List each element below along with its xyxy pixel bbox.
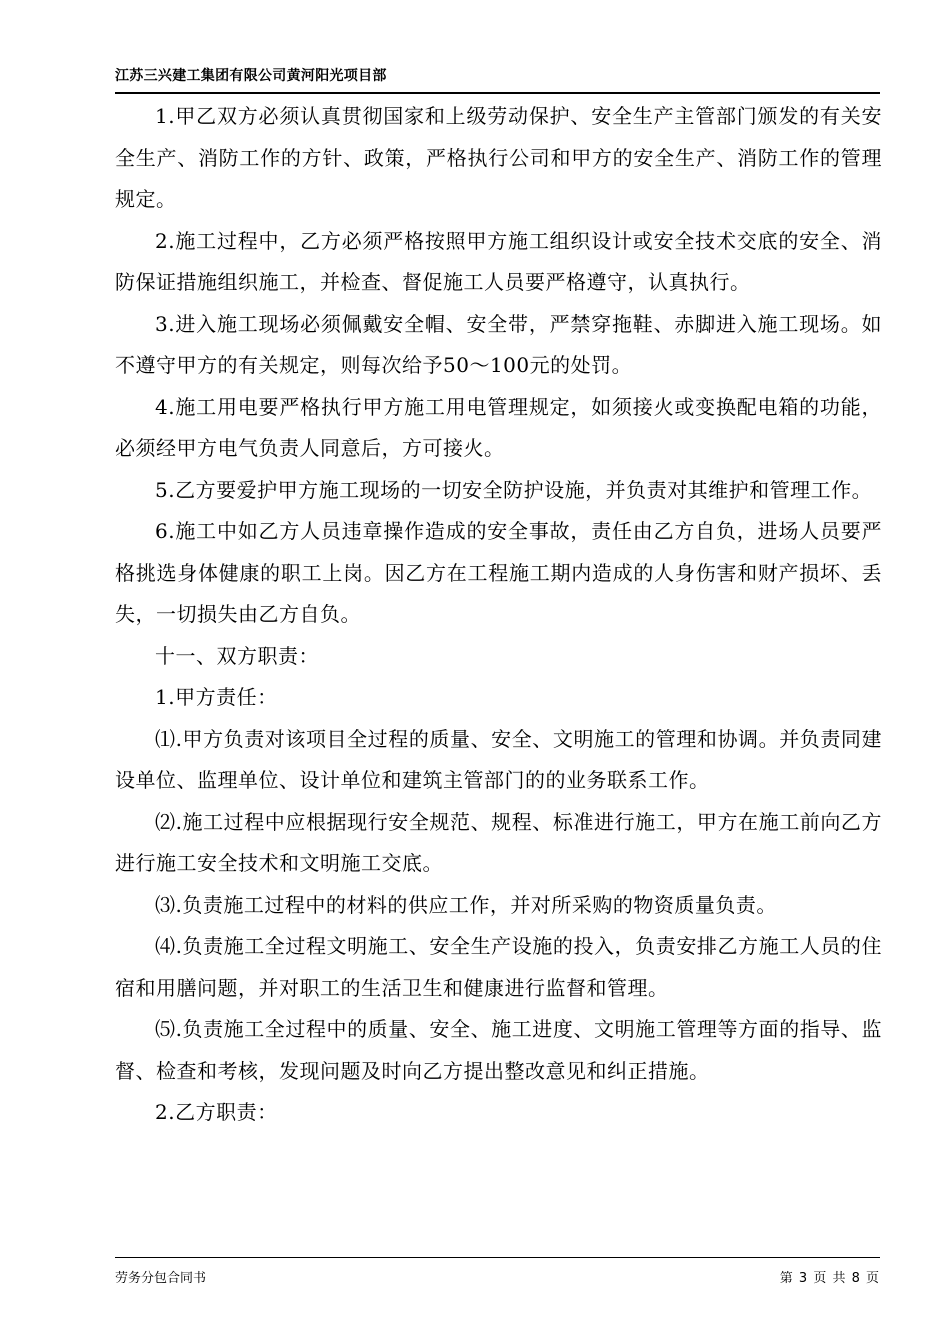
- paragraph: ⑴.甲方负责对该项目全过程的质量、安全、文明施工的管理和协调。并负责同建设单位、监理单位、设计单位和建筑主管部门的的业务联系工作。: [115, 726, 882, 792]
- document-body: [115, 96, 882, 1134]
- paragraph: 1.甲乙双方必须认真贯彻国家和上级劳动保护、安全生产主管部门颁发的有关安全生产、消防工作的方针、政策，严格执行公司和甲方的安全生产、消防工作的管理规定。: [115, 104, 882, 211]
- subsection-heading: 1.甲方责任：: [155, 685, 278, 709]
- subsection-heading: 2.乙方职责：: [155, 1100, 278, 1124]
- page-header: [115, 58, 880, 94]
- footer-page-info: 第 3 页 共 8 页: [779, 1271, 880, 1286]
- paragraph: ⑸.负责施工全过程中的质量、安全、施工进度、文明施工管理等方面的指导、监督、检查和考核，发现问题及时向乙方提出整改意见和纠正措施。: [115, 1017, 882, 1083]
- paragraph: 2.施工过程中，乙方必须严格按照甲方施工组织设计或安全技术交底的安全、消防保证措施组织施工，并检查、督促施工人员要严格遵守，认真执行。: [115, 228, 882, 294]
- header-title: 江苏三兴建工集团有限公司黄河阳光项目部: [115, 68, 387, 84]
- paragraph: 4.施工用电要严格执行甲方施工用电管理规定，如须接火或变换配电箱的功能，必须经甲方电气负责人同意后，方可接火。: [115, 394, 882, 460]
- paragraph: ⑵.施工过程中应根据现行安全规范、规程、标准进行施工，甲方在施工前向乙方进行施工安全技术和文明施工交底。: [115, 809, 882, 875]
- paragraph: ⑷.负责施工全过程文明施工、安全生产设施的投入，负责安排乙方施工人员的住宿和用膳问题，并对职工的生活卫生和健康进行监督和管理。: [115, 934, 882, 1000]
- paragraph: 5.乙方要爱护甲方施工现场的一切安全防护设施，并负责对其维护和管理工作。: [155, 477, 873, 502]
- paragraph: 3.进入施工现场必须佩戴安全帽、安全带，严禁穿拖鞋、赤脚进入施工现场。如不遵守甲方的有关规定，则每次给予50～100元的处罚。: [115, 311, 882, 377]
- paragraph: 6.施工中如乙方人员违章操作造成的安全事故，责任由乙方自负，进场人员要严格挑选身体健康的职工上岗。因乙方在工程施工期内造成的人身伤害和财产损坏、丢失，一切损失由乙方自负。: [115, 519, 882, 626]
- footer-doc-name: 劳务分包合同书: [115, 1271, 207, 1286]
- page-footer: [115, 1257, 880, 1288]
- paragraph: ⑶.负责施工过程中的材料的供应工作，并对所采购的物资质量负责。: [155, 892, 777, 917]
- section-heading: 十一、双方职责：: [155, 643, 319, 668]
